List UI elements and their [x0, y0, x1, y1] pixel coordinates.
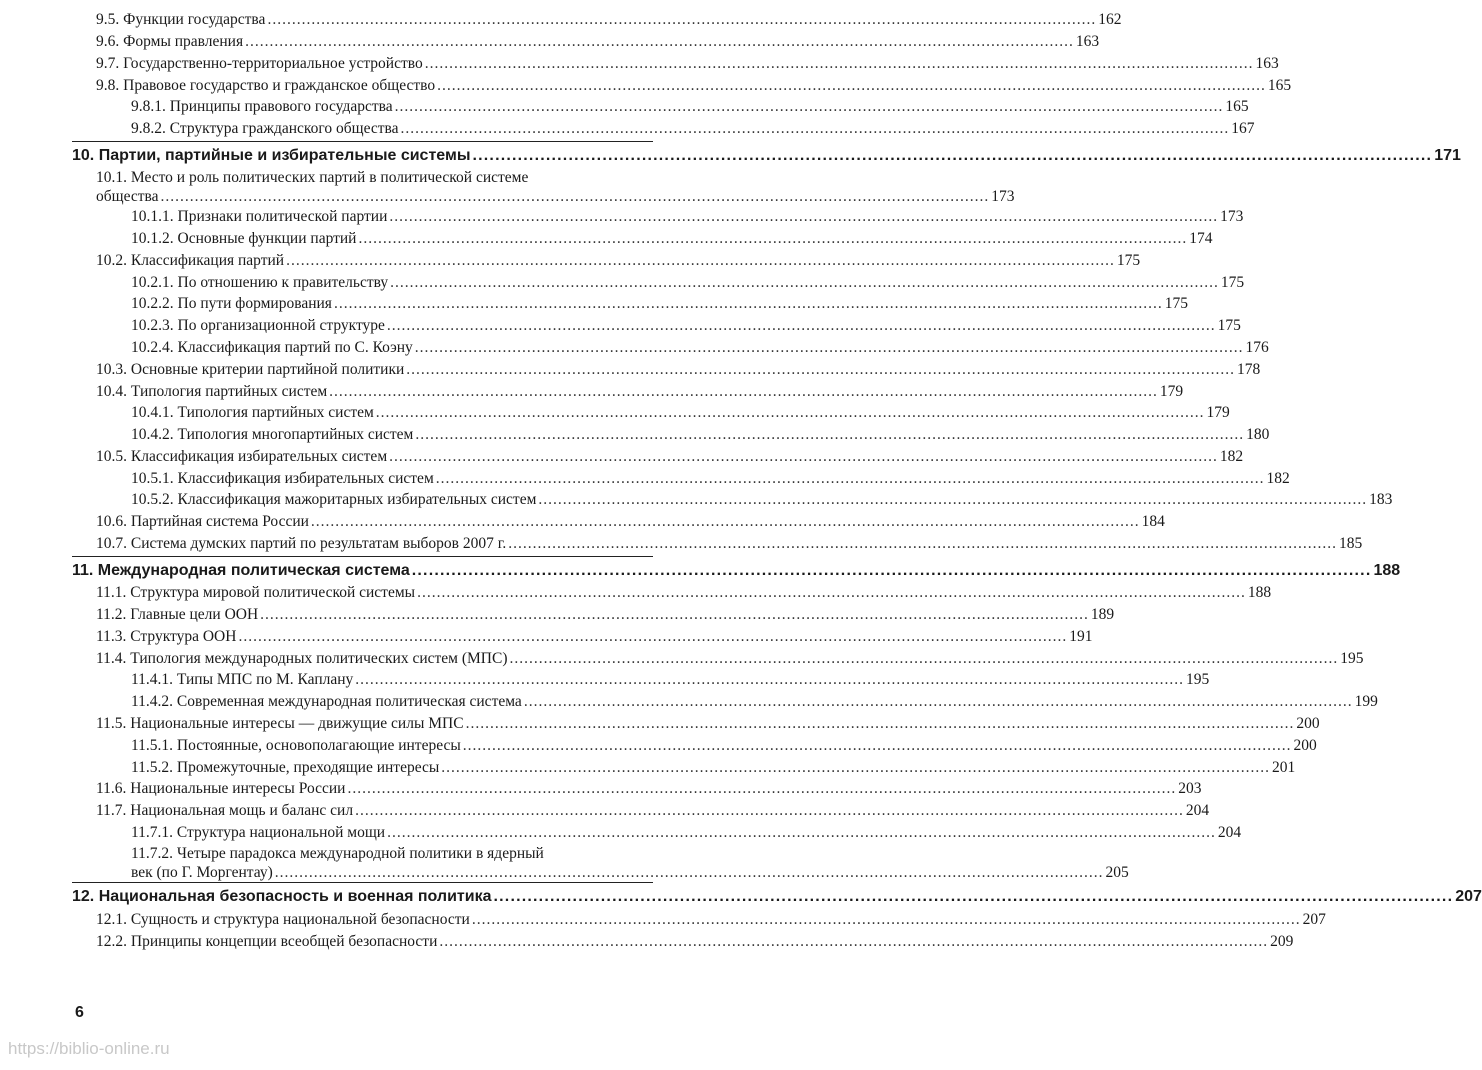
toc-entry	[96, 932, 1294, 951]
dot-leader: ..........................................................................................................................................................................	[274, 864, 1104, 881]
toc-entry-title-first-line	[131, 844, 652, 863]
dot-leader: ..........................................................................................................................................................................	[160, 188, 990, 205]
dot-leader: ..........................................................................................................................................................................	[389, 448, 1218, 465]
toc-entry	[96, 447, 1244, 466]
toc-page-number: 175	[1217, 317, 1241, 334]
toc-page-number: 174	[1189, 230, 1213, 247]
dot-leader: ..........................................................................................................................................................................	[523, 693, 1353, 710]
toc-entry	[131, 403, 1230, 422]
toc-chapter-entry	[72, 146, 1461, 165]
toc-entry-title-second-line	[96, 187, 1015, 206]
toc-entry-title: 10.2.3. По организационной структуре	[131, 317, 385, 334]
toc-entry	[96, 360, 1261, 379]
dot-leader: ..........................................................................................................................................................................	[394, 98, 1224, 115]
toc-page-number: 180	[1246, 426, 1270, 443]
toc-page-number: 195	[1340, 650, 1364, 667]
toc-page-number: 165	[1267, 77, 1292, 94]
toc-entry	[96, 583, 1272, 602]
toc-entry-title: 11.4.1. Типы МПС по М. Каплану	[131, 671, 354, 688]
toc-entry	[96, 605, 1115, 624]
toc-page-number: 188	[1373, 562, 1401, 579]
toc-page-number: 182	[1266, 470, 1290, 487]
toc-entry-title: 11.6. Национальные интересы России	[96, 780, 346, 797]
toc-page-number: 176	[1245, 339, 1269, 356]
toc-entry-title: 10.6. Партийная система России	[96, 513, 309, 530]
dot-leader: ..........................................................................................................................................................................	[462, 737, 1292, 754]
toc-page-number: 175	[1164, 295, 1188, 312]
dot-leader: ..........................................................................................................................................................................	[347, 780, 1177, 797]
toc-entry-title: 10.1.2. Основные функции партий	[131, 230, 357, 247]
toc-entry	[96, 627, 1093, 646]
toc-page-number: 207	[1302, 911, 1326, 928]
dot-leader: ..........................................................................................................................................................................	[414, 339, 1244, 356]
toc-entry-title-second-line	[131, 863, 1129, 882]
toc-entry-title: 11.5.1. Постоянные, основополагающие интересы	[131, 737, 461, 754]
toc-entry	[131, 823, 1242, 842]
toc-entry	[131, 97, 1249, 116]
toc-page-number: 167	[1231, 120, 1255, 137]
source-url-watermark: https://biblio-online.ru	[8, 1039, 170, 1058]
toc-entry-title: 9.5. Функции государства	[96, 11, 266, 28]
dot-leader: ..........................................................................................................................................................................	[465, 715, 1295, 732]
toc-entry	[96, 10, 1122, 29]
toc-page-number: 179	[1206, 404, 1230, 421]
toc-entry-title: 11.2. Главные цели ООН	[96, 606, 259, 623]
dot-leader: ..........................................................................................................................................................................	[267, 11, 1097, 28]
toc-entry-title: 10.5.2. Классификация мажоритарных избирательных систем	[131, 491, 537, 508]
chapter-divider	[72, 141, 653, 142]
toc-entry	[96, 251, 1141, 270]
toc-entry-title-line-1: 10.1. Место и роль политических партий в политической системе	[96, 169, 529, 186]
toc-entry	[96, 649, 1364, 668]
dot-leader: ..........................................................................................................................................................................	[406, 361, 1236, 378]
dot-leader: ..........................................................................................................................................................................	[310, 513, 1140, 530]
toc-entry	[131, 736, 1317, 755]
dot-leader: ..........................................................................................................................................................................	[411, 562, 1372, 579]
toc-entry-title: 11.5. Национальные интересы — движущие силы МПС	[96, 715, 464, 732]
toc-entry	[131, 692, 1378, 711]
toc-entry	[131, 273, 1245, 292]
toc-entry-title: 12.2. Принципы концепции всеобщей безопасности	[96, 933, 438, 950]
toc-page-number: 207	[1455, 888, 1482, 905]
toc-entry	[131, 758, 1296, 777]
dot-leader: ..........................................................................................................................................................................	[424, 55, 1254, 72]
toc-page-number: 179	[1159, 383, 1184, 400]
toc-chapter-entry	[72, 561, 1401, 580]
toc-entry-title: 10.5. Классификация избирательных систем	[96, 448, 388, 465]
toc-entry	[96, 779, 1202, 798]
toc-entry-title: 10.4.1. Типология партийных систем	[131, 404, 374, 421]
toc-page-number: 188	[1247, 584, 1272, 601]
toc-entry-title-line-2: век (по Г. Моргентау)	[131, 864, 273, 881]
toc-entry-title: 10.2.4. Классификация партий по С. Коэну	[131, 339, 413, 356]
dot-leader: ..........................................................................................................................................................................	[472, 147, 1433, 164]
dot-leader: ..........................................................................................................................................................................	[493, 888, 1454, 905]
toc-entry-title: 10.4. Типология партийных систем	[96, 383, 328, 400]
toc-entry-title: 12. Национальная безопасность и военная политика	[72, 888, 492, 905]
dot-leader: ..........................................................................................................................................................................	[441, 759, 1271, 776]
toc-page-number: 163	[1255, 55, 1279, 72]
toc-page-number: 162	[1098, 11, 1122, 28]
toc-entry-title: 9.7. Государственно-территориальное устройство	[96, 55, 423, 72]
toc-entry-title: 11.1. Структура мировой политической системы	[96, 584, 416, 601]
dot-leader: ..........................................................................................................................................................................	[286, 252, 1115, 269]
toc-entry	[96, 54, 1279, 73]
toc-entry	[131, 294, 1188, 313]
toc-entry-title: 11.4.2. Современная международная политическая система	[131, 693, 522, 710]
toc-page-number: 205	[1105, 864, 1129, 881]
toc-entry-title: 10.2.2. По пути формирования	[131, 295, 332, 312]
toc-page-number: 200	[1296, 715, 1320, 732]
toc-entry-title: 10.1.1. Признаки политической партии	[131, 208, 388, 225]
dot-leader: ..........................................................................................................................................................................	[400, 120, 1230, 137]
toc-entry	[96, 714, 1320, 733]
toc-entry-title: 11.3. Структура ООН	[96, 628, 237, 645]
toc-entry-title: 10.2.1. По отношению к правительству	[131, 274, 389, 291]
toc-page-number: 195	[1186, 671, 1210, 688]
dot-leader: ..........................................................................................................................................................................	[437, 77, 1266, 94]
toc-page-number: 204	[1185, 802, 1210, 819]
dot-leader: ..........................................................................................................................................................................	[389, 208, 1219, 225]
toc-page-number: 175	[1116, 252, 1141, 269]
dot-leader: ..........................................................................................................................................................................	[439, 933, 1269, 950]
toc-entry	[131, 207, 1244, 226]
chapter-divider	[72, 556, 653, 557]
toc-entry-title: 11.7.1. Структура национальной мощи	[131, 824, 386, 841]
toc-page-number: 165	[1225, 98, 1249, 115]
toc-entry	[96, 801, 1210, 820]
toc-entry	[96, 512, 1165, 531]
dot-leader: ..........................................................................................................................................................................	[238, 628, 1068, 645]
toc-entry-title: 9.8. Правовое государство и гражданское общество	[96, 77, 436, 94]
toc-entry-title: 10.3. Основные критерии партийной политики	[96, 361, 405, 378]
toc-chapter-entry	[72, 887, 1482, 906]
toc-entry-title: 9.8.2. Структура гражданского общества	[131, 120, 399, 137]
dot-leader: ..........................................................................................................................................................................	[387, 824, 1216, 841]
toc-entry-title: 11.7. Национальная мощь и баланс сил	[96, 802, 354, 819]
dot-leader: ..........................................................................................................................................................................	[245, 33, 1074, 50]
toc-entry	[131, 844, 1129, 882]
toc-page-number: 182	[1219, 448, 1244, 465]
toc-entry-title-first-line	[96, 168, 652, 187]
toc-entry-title: 10.7. Система думских партий по результатам выборов 2007 г.	[96, 535, 507, 552]
toc-entry-title: 9.6. Формы правления	[96, 33, 244, 50]
dot-leader: ..........................................................................................................................................................................	[333, 295, 1163, 312]
toc-entry	[96, 534, 1363, 553]
toc-page-number: 171	[1434, 147, 1461, 164]
toc-page-number: 199	[1354, 693, 1378, 710]
dot-leader: ..........................................................................................................................................................................	[358, 230, 1188, 247]
toc-page-number: 201	[1272, 759, 1296, 776]
toc-entry-title: 9.8.1. Принципы правового государства	[131, 98, 393, 115]
dot-leader: ..........................................................................................................................................................................	[417, 584, 1246, 601]
toc-entry-title: 10.2. Классификация партий	[96, 252, 285, 269]
toc-page-number: 175	[1220, 274, 1245, 291]
dot-leader: ..........................................................................................................................................................................	[415, 426, 1245, 443]
toc-entry	[96, 168, 1015, 206]
toc-entry	[131, 338, 1269, 357]
toc-page-number: 204	[1217, 824, 1242, 841]
toc-entry-title: 10. Партии, партийные и избирательные системы	[72, 147, 471, 164]
dot-leader: ..........................................................................................................................................................................	[386, 317, 1216, 334]
dot-leader: ..........................................................................................................................................................................	[509, 650, 1339, 667]
toc-page-number: 163	[1075, 33, 1100, 50]
toc-page-number: 189	[1090, 606, 1115, 623]
dot-leader: ..........................................................................................................................................................................	[355, 671, 1185, 688]
dot-leader: ..........................................................................................................................................................................	[329, 383, 1158, 400]
toc-page-number: 203	[1178, 780, 1202, 797]
page-number: 6	[75, 1004, 84, 1021]
toc-entry	[131, 316, 1241, 335]
toc-page-number: 191	[1069, 628, 1093, 645]
toc-entry	[96, 910, 1326, 929]
toc-entry-title: 10.4.2. Типология многопартийных систем	[131, 426, 414, 443]
toc-entry	[131, 670, 1210, 689]
toc-entry-title: 11.5.2. Промежуточные, преходящие интересы	[131, 759, 440, 776]
toc-entry	[96, 76, 1292, 95]
dot-leader: ..........................................................................................................................................................................	[471, 911, 1301, 928]
toc-entry	[131, 425, 1270, 444]
toc-entry	[131, 490, 1393, 509]
toc-page-number: 185	[1339, 535, 1363, 552]
dot-leader: ..........................................................................................................................................................................	[355, 802, 1184, 819]
toc-entry	[131, 229, 1213, 248]
toc-page-number: 183	[1369, 491, 1393, 508]
toc-page-number: 173	[991, 188, 1015, 205]
toc-entry	[96, 32, 1100, 51]
toc-entry-title-line-1: 11.7.2. Четыре парадокса международной политики в ядерный	[131, 845, 544, 862]
toc-page-number: 209	[1270, 933, 1294, 950]
toc-page-number: 184	[1141, 513, 1165, 530]
toc-entry	[131, 469, 1290, 488]
dot-leader: ..........................................................................................................................................................................	[390, 274, 1219, 291]
toc-entry-title-line-2: общества	[96, 188, 159, 205]
toc-page-number: 178	[1237, 361, 1261, 378]
toc-entry	[96, 382, 1184, 401]
dot-leader: ..........................................................................................................................................................................	[508, 535, 1337, 552]
toc-entry-title: 11. Международная политическая система	[72, 562, 410, 579]
dot-leader: ..........................................................................................................................................................................	[260, 606, 1089, 623]
toc-entry-title: 11.4. Типология международных политических систем (МПС)	[96, 650, 508, 667]
toc-entry-title: 12.1. Сущность и структура национальной безопасности	[96, 911, 470, 928]
dot-leader: ..........................................................................................................................................................................	[538, 491, 1368, 508]
dot-leader: ..........................................................................................................................................................................	[375, 404, 1205, 421]
toc-page-number: 200	[1293, 737, 1317, 754]
dot-leader: ..........................................................................................................................................................................	[435, 470, 1265, 487]
chapter-divider	[72, 882, 653, 883]
toc-page-number: 173	[1220, 208, 1244, 225]
toc-entry	[131, 119, 1255, 138]
toc-entry-title: 10.5.1. Классификация избирательных систем	[131, 470, 434, 487]
